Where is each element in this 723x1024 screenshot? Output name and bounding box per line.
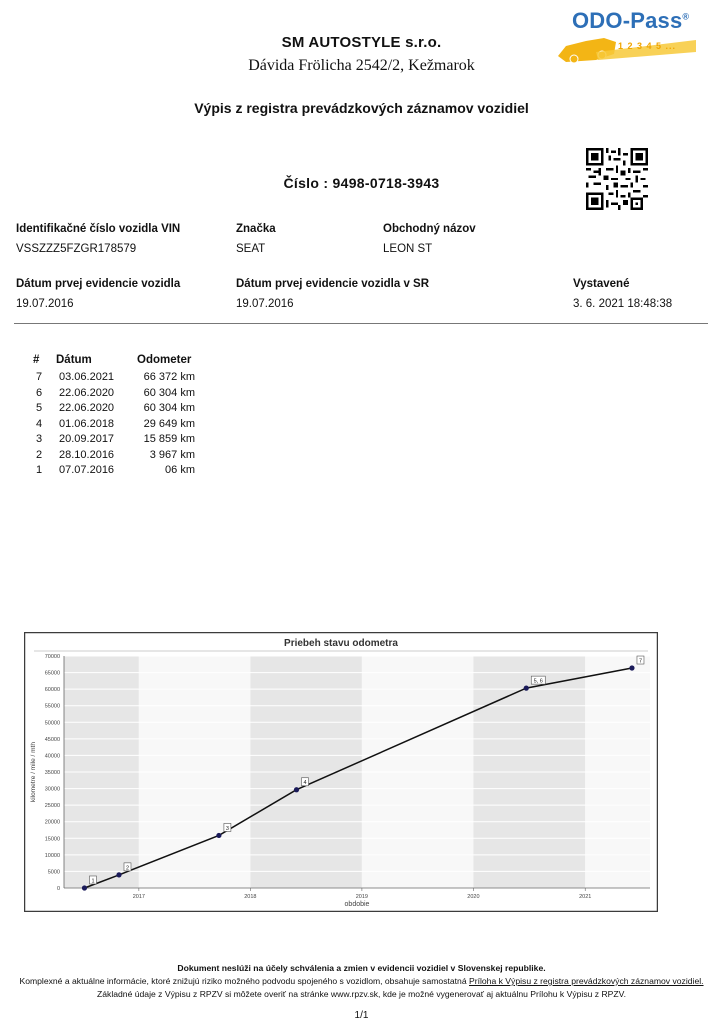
cell-number: 2 xyxy=(36,448,43,461)
cell-date: 01.06.2018 xyxy=(59,417,115,430)
data-label: 3 xyxy=(225,825,229,832)
column-number-header: # xyxy=(33,354,40,366)
data-label: 5, 6 xyxy=(533,678,543,685)
issued-value: 3. 6. 2021 18:48:38 xyxy=(573,298,673,310)
cell-date: 22.06.2020 xyxy=(59,402,115,414)
data-label: 1 xyxy=(91,878,95,885)
y-tick-label: 65000 xyxy=(44,670,60,677)
x-tick-label: 2021 xyxy=(579,894,592,900)
document-number: Číslo : 9498-0718-3943 xyxy=(283,175,440,191)
cell-odometer: 06 km xyxy=(165,464,195,476)
odo-pass-logo xyxy=(556,8,706,66)
column-odometer-header: Odometer xyxy=(137,354,192,366)
y-axis-label: kilometre / mile / mth xyxy=(30,742,37,802)
data-point xyxy=(294,787,299,792)
cell-odometer: 3 967 km xyxy=(149,448,195,461)
y-tick-label: 45000 xyxy=(44,736,60,743)
company-address: Dávida Frölicha 2542/2, Kežmarok xyxy=(248,57,475,74)
y-tick-label: 0 xyxy=(56,886,60,892)
y-tick-label: 50000 xyxy=(44,720,60,727)
brand-label: Značka xyxy=(236,223,276,235)
data-point xyxy=(82,885,87,890)
y-tick-label: 60000 xyxy=(44,687,60,694)
cell-odometer: 29 649 km xyxy=(143,417,195,430)
section-divider xyxy=(14,323,708,324)
y-tick-label: 30000 xyxy=(44,786,60,793)
x-tick-label: 2018 xyxy=(244,894,257,900)
y-tick-label: 35000 xyxy=(44,770,60,776)
x-axis-label: obdobie xyxy=(344,901,370,908)
cell-date: 03.06.2021 xyxy=(59,371,115,383)
appendix-link[interactable]: Príloha k Výpisu z registra prevádzkových záznamov vozidiel. xyxy=(469,976,704,986)
cell-number: 1 xyxy=(36,464,43,476)
first-registration-sr-label: Dátum prvej evidencie vozidla v SR xyxy=(236,278,430,290)
vin-label: Identifikačné číslo vozidla VIN xyxy=(16,223,181,235)
column-date-header: Dátum xyxy=(56,354,92,366)
y-tick-label: 15000 xyxy=(44,836,60,843)
y-tick-label: 40000 xyxy=(44,753,60,760)
car-icon xyxy=(556,8,706,66)
y-tick-label: 55000 xyxy=(44,703,60,710)
vin-value: VSSZZZ5FZGR178579 xyxy=(16,243,137,255)
trade-name-value: LEON ST xyxy=(383,243,433,255)
first-registration-label: Dátum prvej evidencie vozidla xyxy=(16,278,181,290)
footer-disclaimer: Dokument neslúži na účely schválenia a zmien v evidencii vozidiel v Slovenskej republike. xyxy=(177,963,546,973)
cell-odometer: 15 859 km xyxy=(143,433,195,445)
chart-title: Priebeh stavu odometra xyxy=(284,638,398,649)
first-registration-value: 19.07.2016 xyxy=(16,298,74,310)
y-tick-label: 70000 xyxy=(44,654,60,660)
cell-odometer: 60 304 km xyxy=(143,402,195,414)
data-point xyxy=(629,665,634,670)
cell-number: 5 xyxy=(36,402,43,414)
registered-mark: ® xyxy=(682,11,690,22)
x-tick-label: 2020 xyxy=(467,894,480,900)
data-point xyxy=(524,686,529,691)
x-tick-label: 2017 xyxy=(132,894,145,900)
logo-counter-text: 1 2 3 4 5 ... xyxy=(618,41,677,51)
y-tick-label: 5000 xyxy=(47,869,60,876)
footer-info-text: Komplexné a aktuálne informácie, ktoré znižujú riziko možného podvodu spojeného s vozidlom, obsahuje samostatná xyxy=(19,976,469,986)
data-label: 7 xyxy=(638,658,643,665)
footer-verify-line: Základné údaje z Výpisu z RPZV si môžete overiť na stránke www.rpzv.sk, kde je možné vygenerovať aj aktuálnu Prílohu k Výpisu z RPZV. xyxy=(97,989,626,999)
y-tick-label: 20000 xyxy=(44,819,60,826)
data-label: 2 xyxy=(125,865,130,872)
cell-number: 6 xyxy=(36,386,43,399)
cell-date: 22.06.2020 xyxy=(59,386,115,399)
cell-number: 4 xyxy=(36,417,43,430)
trade-name-label: Obchodný názov xyxy=(383,223,476,235)
y-tick-label: 10000 xyxy=(44,852,60,859)
data-point xyxy=(216,833,221,838)
cell-date: 20.09.2017 xyxy=(59,433,115,445)
issued-label: Vystavené xyxy=(573,278,630,290)
cell-number: 3 xyxy=(36,433,43,445)
data-label: 4 xyxy=(303,780,307,787)
first-registration-sr-value: 19.07.2016 xyxy=(236,298,294,310)
x-tick-label: 2019 xyxy=(355,894,369,900)
footer-info-line xyxy=(0,976,723,986)
cell-number: 7 xyxy=(36,371,43,383)
logo-text: ODO-Pass xyxy=(572,8,683,33)
brand-value: SEAT xyxy=(236,243,266,255)
page-number: 1/1 xyxy=(354,1010,369,1021)
odometer-chart xyxy=(24,632,658,912)
y-tick-label: 25000 xyxy=(44,803,60,810)
data-point xyxy=(116,872,121,877)
cell-odometer: 66 372 km xyxy=(143,371,195,383)
qr-code-icon xyxy=(586,148,648,210)
cell-odometer: 60 304 km xyxy=(143,386,195,399)
company-name: SM AUTOSTYLE s.r.o. xyxy=(281,34,442,51)
cell-date: 07.07.2016 xyxy=(59,464,115,476)
cell-date: 28.10.2016 xyxy=(59,448,115,461)
document-title: Výpis z registra prevádzkových záznamov vozidiel xyxy=(194,100,529,116)
